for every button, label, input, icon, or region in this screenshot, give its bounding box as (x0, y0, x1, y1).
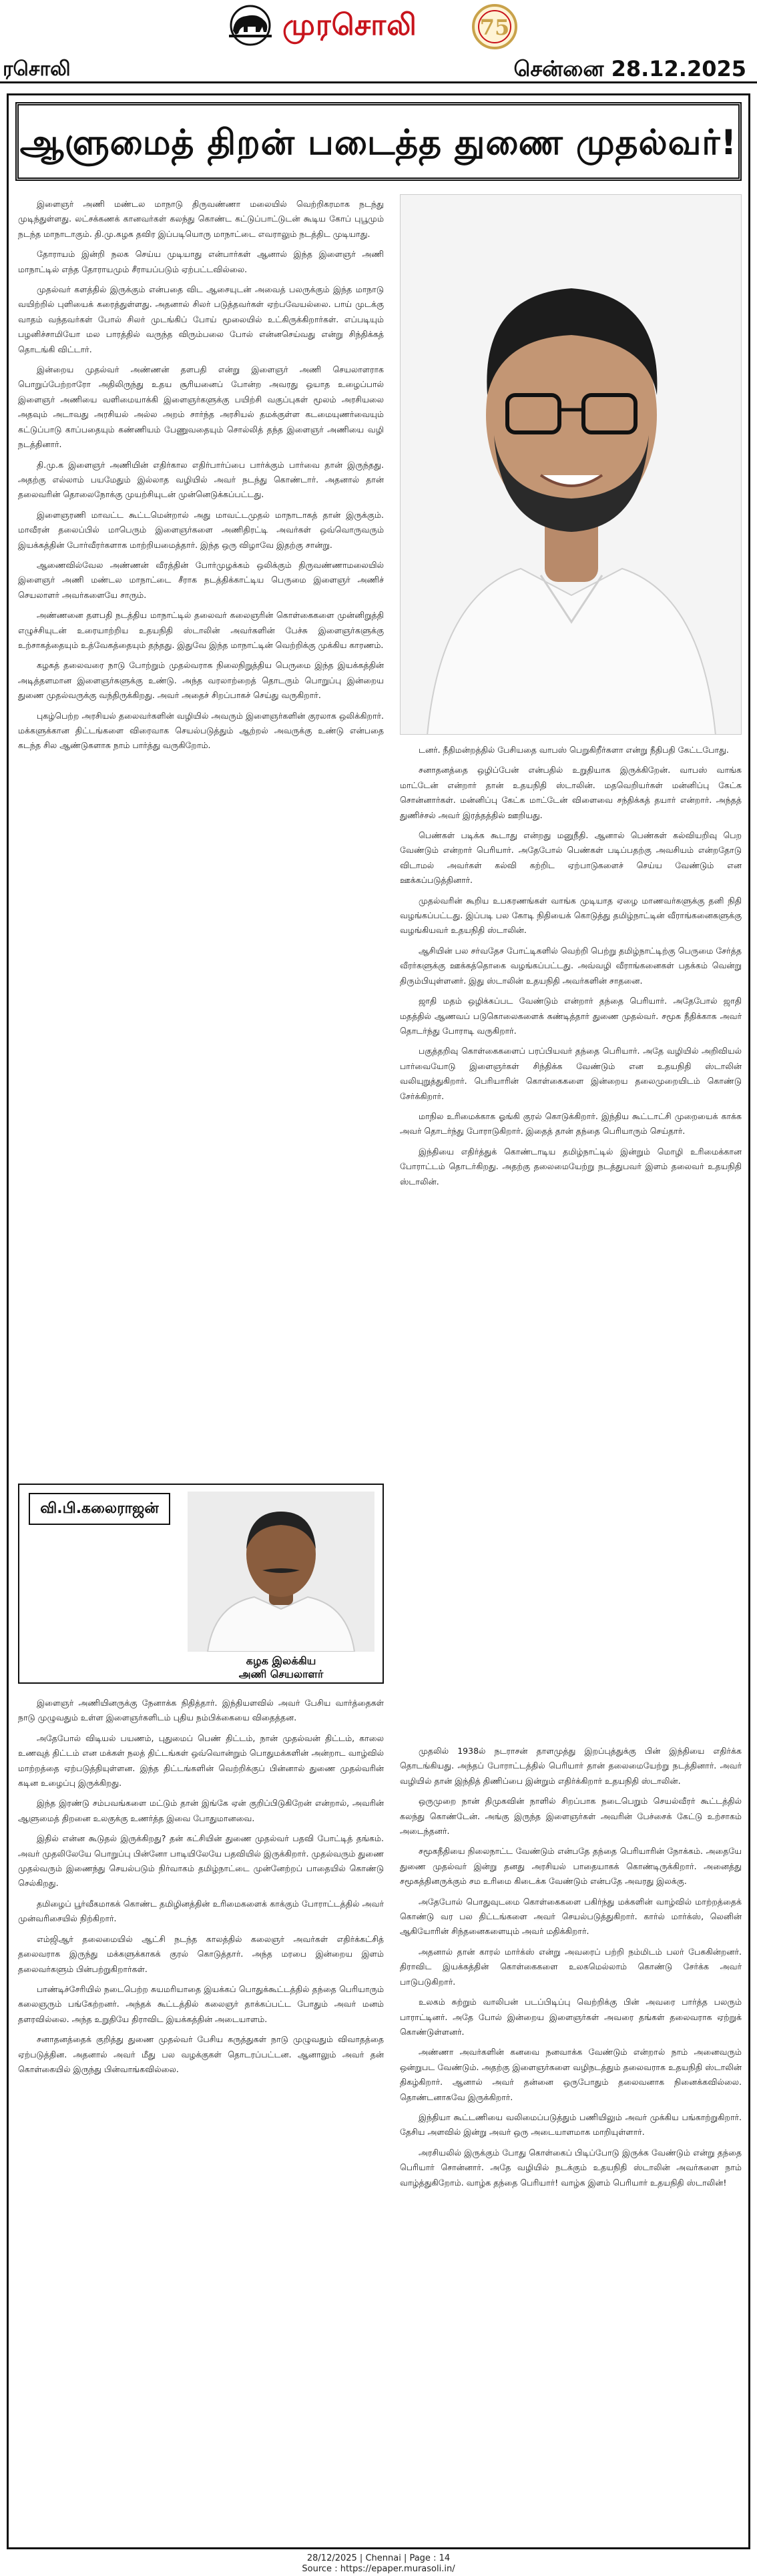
strip-paper-label: ரசொலி (3, 57, 71, 81)
paragraph: ஜாதி மதம் ஒழிக்கப்பட வேண்டும் என்றார் தந்தை பெரியார். அதேபோல் ஜாதி மதத்தில் ஆணவப் படுகொலைகளைக் கண்டித்தார் துணை முதல்வர். சமூக நீதிக்காக அவர் தொடர்ந்து போராடி வருகிறார். (400, 996, 742, 1036)
paragraph: சனாதனத்தைக் குறித்து துணை முதல்வர் பேசிய கருத்துகள் நாடு முழுவதும் விவாதத்தை ஏற்படுத்தின. அதனால் அவர் மீது பல வழக்குகள் தொடரப்பட்டன. ஆனாலும் அவர் தன் கொள்கையில் இருந்து பின்வாங்கவில்லை. (18, 2034, 384, 2074)
paragraph: அதேபோல் பொதுவுடமை கொள்கைகளை பகிர்ந்து மக்களின் வாழ்வில் மாற்றத்தைக் கொண்டு வர பல திட்டங்களை அவர் செயல்படுத்துகிறார். கார்ல் மார்க்ஸ், லெனின் ஆகியோரின் சிந்தனைகளையும் அவர் மதிக்கிறார். (400, 1896, 742, 1937)
paragraph: ஆசியின் பல சர்வதேச போட்டிகளில் வெற்றி பெற்று தமிழ்நாட்டிற்கு பெருமை சேர்த்த வீரர்களுக்கு ஊக்கத்தொகை வழங்கப்பட்டது. அவ்வழி வீராங்கனைகள் பதக்கம் வென்று திரும்பியுள்ளனர். இது ஸ்டாலின் உதயநிதி அவர்களின் சாதனை. (400, 945, 742, 986)
paragraph: இன்றைய முதல்வர் அண்ணன் தளபதி என்று இளைஞர் அணி செயலாளராக பொறுப்பேற்றாரோ அதிலிருந்து உதய சூரியனைப் போன்ற அவரது ஒயாத உழைப்பால் இளைஞர் அணியை வளிமையாக்கி இளைஞர்களுக்கு பயிற்சி வகுப்புகள் மூலம் அரசியலை அதவும் அடாவது அரசியல் அல்ல அறம் சார்ந்த அரசியல் தமக்குள்ள கடமையுணர்வையும் கட்டுப்பாடு காப்பதையும் கண்ணியம் பேணுவதையும் சொல்லித் தந்த இளைஞர் அணியை வழி நடத்தினார். (18, 364, 384, 450)
date-strip (0, 53, 757, 91)
paragraph: இந்த இரண்டு சம்பவங்களை மட்டும் தான் இங்கே ஏன் குறிப்பிடுகிறேன் என்றால், அவரின் ஆளுமைத் திறனை உலகுக்கு உணர்த்த இவை போதுமானவை. (18, 1798, 384, 1823)
paragraph: உலகம் சுற்றும் வாலிபன் படப்பிடிப்பு வெற்றிக்கு பின் அவரை பார்த்த பலரும் பாராட்டினர். அதே போல் இன்றைய இளைஞர்கள் அவரை தங்கள் தலைவராக ஏற்றுக் கொண்டுள்ளனர். (400, 1997, 742, 2037)
author-portrait-icon (188, 1492, 374, 1652)
paragraph: சமூகநீதியை நிலைநாட்ட வேண்டும் என்பதே தந்தை பெரியாரின் நோக்கம். அதையே துணை முதல்வர் இன்று தனது அரசியல் பாதையாகக் கொண்டிருக்கிறார். அனைத்து சமூகத்தினருக்கும் சம உரிமை கிடைக்க வேண்டும் என்பதே அவரது இலக்கு. (400, 1846, 742, 1887)
paragraph: ஆணைவில்வேல அண்ணன் வீரத்தின் போர்முழக்கம் ஒலிக்கும் திருவண்ணாமலையில் இளைஞர் அணி மண்டல மாநாட்டை சீராக நடத்திக்காட்டிய பெருமை இளைஞர் அணிச் செயலாளர் அவர்களையே சாரும். (18, 559, 384, 600)
paragraph: இளைஞர் அணி மண்டல மாநாடு திருவண்ணா மலையில் வெற்றிகரமாக நடந்து முடிந்துள்ளது. லட்சக்கணக் கானவர்கள் கலந்து கொண்ட கட்டுப்பாட்டுடன் கூடிய கோப் புபூமும் நடந்த மாநாடாகும். தி.மு.கழக தவிர இப்படியொரு மாநாட்டை எவராலும் நடத்திட முடியாது. (18, 199, 384, 239)
paragraph: அண்ணா அவர்களின் கனவை நனவாக்க வேண்டும் என்றால் நாம் அனைவரும் ஒன்றுபட வேண்டும். அதற்கு இளைஞர்களை வழிநடத்தும் தலைவராக உதயநிதி ஸ்டாலின் திகழ்கிறார். ஆனால் அவர் தன்னை ஒருபோதும் தலைவனாக நினைக்கவில்லை. தொண்டனாகவே இருக்கிறார். (400, 2047, 742, 2102)
strip-divider (0, 81, 757, 83)
author-role (188, 1654, 374, 1681)
paper-name: முரசொலி (282, 8, 417, 42)
article-right-lower-column (400, 1744, 742, 2537)
paragraph: முதல்வரின் கூறிய உபகரணங்கள் வாங்க முடியாத ஏழை மாணவர்களுக்கு தனி நிதி வழங்கப்பட்டது. இப்படி பல கோடி நிதியைக் கொடுத்து தமிழ்நாட்டின் வீராங்கனைகளுக்கு வழங்கியவர் உதயநிதி ஸ்டாலின். (400, 895, 742, 936)
author-role-line-2: அணி செயலாளர் (238, 1668, 324, 1680)
article-left-lower-column (18, 1696, 384, 2537)
elephant-emblem-icon (224, 4, 277, 47)
paragraph: தோராயம் இன்றி நலக செய்ய முடியாது என்பார்கள் ஆனால் இந்த இளைஞர் அணி மாநாட்டில் எந்த தோராயமும் சீராயப்படும் ஏற்பட்டவில்லை. (18, 249, 384, 274)
paragraph: புகழ்பெற்ற அரசியல் தலைவர்களின் வழியில் அவரும் இளைஞர்களின் குரலாக ஒலிக்கிறார். மக்களுக்கான திட்டங்களை விரைவாக செயல்படுத்தும் ஆற்றல் அவருக்கு உண்டு என்பதை கடந்த சில ஆண்டுகளாக நாம் பார்த்து வருகிறோம். (18, 710, 384, 751)
paragraph: இந்தியா கூட்டணியை வலிமைப்படுத்தும் பணியிலும் அவர் முக்கிய பங்காற்றுகிறார். தேசிய அளவில் இன்று அவர் ஒரு அடையாளமாக மாறியுள்ளார். (400, 2112, 742, 2138)
page-footer (0, 2553, 757, 2576)
paragraph: தமிழைப் பூர்வீகமாகக் கொண்ட தமிழினத்தின் உரிமைகளைக் காக்கும் போராட்டத்தில் அவர் முன்வரிசையில் நிற்கிறார். (18, 1898, 384, 1924)
masthead-logo[interactable] (224, 4, 533, 49)
article-left-column (18, 197, 384, 1474)
author-photo (188, 1492, 374, 1652)
paragraph: தி.மு.க இளைஞர் அணியின் எதிர்கால எதிர்பார்ப்பை பார்க்கும் பார்வை தான் இருந்தது. அதற்கு எல்லாம் பயமேதும் இல்லாத வழியில் அவர் நடந்து கொண்டார். அதனால் தான் தலைவரின் தொலைநோக்கு முயற்சியுடன் முன்னெடுக்கப்பட்டது. (18, 459, 384, 500)
paragraph: சனாதனத்தை ஒழிப்பேன் என்பதில் உறுதியாக இருக்கிறேன். வாபஸ் வாங்க மாட்டேன் என்றார் தான் உதயநிதி ஸ்டாலின். மதவெறியர்கள் மன்னிப்பு கேட்க சொன்னார்கள். மன்னிப்பு கேட்க மாட்டேன் விளைவை சந்திக்கத் தயார் என்றார். அந்தத் துணிச்சல் அவர் இரத்தத்தில் ஊறியது. (400, 765, 742, 820)
masthead (0, 0, 757, 53)
portrait-illustration-icon (401, 195, 742, 735)
paragraph: எம்ஜிஆர் தலைமையில் ஆட்சி நடந்த காலத்தில் கலைஞர் அவர்கள் எதிர்க்கட்சித் தலைவராக இருந்து மக்களுக்காகக் குரல் கொடுத்தார். அந்த மரபை இன்றைய இளம் தலைவர்களும் பின்பற்றுகிறார்கள். (18, 1933, 384, 1974)
paragraph: இந்தியை எதிர்த்துக் கொண்டாடிய தமிழ்நாட்டில் இன்றும் மொழி உரிமைக்கான போராட்டம் தொடர்கிறது. அதற்கு தலைமையேற்று நடத்துபவர் இளம் தலைவர் உதயநிதி ஸ்டாலின். (400, 1146, 742, 1187)
paragraph: முதல்வர் களத்தில் இருக்கும் என்பதை விட ஆசையுடன் அவைத் பலருக்கும் இந்த மாநாடு வயிற்றில் புளியைக் கரைத்துள்ளது. அதனால் சிலர் படுத்தவர்கள் ஏற்பவேயல்லை. பாய் முடக்கு வாதம் வந்தவர்கள் போல் சிலர் முடங்கிப் போய் மூலையில் உட்கிருக்கிறார்கள். எப்படியும் பழனிச்சாமியோ மல பாரத்தில் வருந்த விரும்பலை போல் என்னசெய்வது என்று சிந்திக்கத் தொடங்கி விட்டார். (18, 284, 384, 354)
article-frame (7, 93, 750, 2549)
city-date: சென்னை 28.12.2025 (513, 56, 746, 81)
paragraph: டனர். நீதிமன்றத்தில் பேசியதை வாபஸ் பெறுகிறீர்களா என்று நீதிபதி கேட்டபோது. (419, 745, 729, 755)
paragraph: அண்ணனை தளபதி நடத்திய மாநாட்டில் தலைவர் கலைஞரின் கொள்கைகளை முன்னிறுத்தி எழுச்சியுடன் உரையாற்றிய உதயநிதி ஸ்டாலின் அவர்களின் பேச்சு இளைஞர்களுக்கு உற்சாகத்தையும் உத்வேகத்தையும் தந்தது. இதுவே இந்த மாநாட்டின் வெற்றிக்கு முக்கிய காரணம். (18, 610, 384, 650)
paragraph: கழகத் தலைவரை நாடு போற்றும் முதல்வராக நிலைநிறுத்திய பெருமை இந்த இயக்கத்தின் அடித்தளமான இளைஞர்களுக்கு உண்டு. அந்த வரலாற்றைத் தொடரும் பொறுப்பு இன்றைய துணை முதல்வருக்கு வந்திருக்கிறது. அவர் அதைச் சிறப்பாகச் செய்து வருகிறார். (18, 660, 384, 701)
footer-edition-info: 28/12/2025 | Chennai | Page : 14 (306, 2553, 451, 2563)
paragraph: பெண்கள் படிக்க கூடாது என்றது மனுநீதி. ஆனால் பெண்கள் கல்வியறிவு பெற வேண்டும் என்றார் பெரியார். அதேபோல் பெண்கள் படிப்பதற்கு அவசியம் என்றதோடு விடாமல் அவர்கள் கல்வி கற்றிட ஏற்பாடுகளைச் செய்ய வேண்டும் என ஊக்கப்படுத்தினார். (400, 830, 742, 886)
paragraph: அதனால் தான் காரல் மார்க்ஸ் என்று அவரைப் பற்றி நம்மிடம் பலர் பேசுகின்றனர். திராவிட இயக்கத்தின் கொள்கைகளை உலகமெல்லாம் கொண்டு சேர்க்க அவர் பாடுபடுகிறார். (400, 1946, 742, 1987)
headline-box (15, 102, 742, 181)
paragraph: இளைஞரணி மாவட்ட கூட்டமென்றால் அது மாவட்டமுதல் மாநாடாகத் தான் இருக்கும். மாவீரன் தலைப்பில் மாபெரும் இளைஞர்களை அணிதிரட்டி அவர்கள் ஒவ்வொருவரும் இயக்கத்தின் போர்வீரர்களாக மாற்றியமைத்தார். இந்த ஒரு விழாவே இதற்கு சான்று. (18, 509, 384, 550)
anniversary-number: 75 (479, 15, 510, 40)
article-photo (400, 194, 742, 735)
paragraph: மாநில உரிமைக்காக ஓங்கி குரல் கொடுக்கிறார். இந்திய கூட்டாட்சி முறையைக் காக்க அவர் தொடர்ந்து போராடுகிறார். இதைத் தான் தந்தை பெரியாரும் செய்தார். (400, 1110, 742, 1137)
article-right-column (400, 743, 742, 1730)
author-name: வி.பி.கலைராஜன் (29, 1493, 170, 1525)
paragraph: அரசியலில் இருக்கும் போது கொள்கைப் பிடிப்போடு இருக்க வேண்டும் என்று தந்தை பெரியார் சொன்னார். அதே வழியில் நடக்கும் உதயநிதி ஸ்டாலின் அவர்களை நாம் வாழ்த்துகிறோம். வாழ்க தந்தை பெரியார்! வாழ்க இளம் பெரியார் உதயநிதி ஸ்டாலின்! (400, 2147, 742, 2188)
paragraph: இதில் என்ன கூடுதல் இருக்கிறது? தன் கட்சியின் துணை முதல்வர் பதவி போட்டித் தங்கம். அவர் முதலிலேயே பொறுப்பு பின்னோ பாடியிலேயே பதவியில் இருக்கிறார். முதல்வரும் துணை முதல்வரும் இணைந்து செயல்படும் நிர்வாகம் தமிழ்நாட்டை முன்னேற்றப் பாதையில் கொண்டு செல்கிறது. (18, 1833, 384, 1889)
paragraph: ஒருமுறை நான் திமுகவின் நாளில் சிறப்பாக நடைபெறும் செயல்வீரர் கூட்டத்தில் கலந்து கொண்டேன். அங்கு இருந்த இளைஞர்கள் அவரின் பேச்சைக் கேட்டு உற்சாகம் அடைந்தனர். (400, 1796, 742, 1837)
paragraph: பகுத்தறிவு கொள்கைகளைப் பரப்பியவர் தந்தை பெரியார். அதே வழியில் அறிவியல் பார்வையோடு இளைஞர்கள் சிந்திக்க வேண்டும் என உதயநிதி ஸ்டாலின் வலியுறுத்துகிறார். பெரியாரின் கொள்கைகளை இன்றைய தலைமுறையிடம் கொண்டு சேர்க்கிறார். (400, 1046, 742, 1101)
author-role-line-1: கழக இலக்கிய (246, 1654, 316, 1667)
byline-box (18, 1484, 384, 1684)
paragraph: இளைஞர் அணியினருக்கு நேனாக்க நிதித்தார். இந்தியளவில் அவர் பேசிய வார்த்தைகள் நாடு முழுவதும் உள்ள இளைஞர்களிடம் புதிய நம்பிக்கையை விதைத்தன. (18, 1698, 384, 1723)
anniversary-75-badge-icon (461, 4, 531, 49)
paragraph: அதேபோல் விடியல் பயணம், புதுமைப் பெண் திட்டம், நான் முதல்வன் திட்டம், காலை உணவுத் திட்டம் என மக்கள் நலத் திட்டங்கள் ஒவ்வொன்றும் பொதுமக்களின் அன்றாட வாழ்வில் மாற்றத்தை ஏற்படுத்தியுள்ளன. இந்த திட்டங்களின் வெற்றிக்குப் பின்னால் துணை முதல்வரின் கடின உழைப்பு இருக்கிறது. (18, 1732, 384, 1789)
article-headline: ஆளுமைத் திறன் படைத்த துணை முதல்வர்! (19, 123, 738, 163)
paragraph: முதலில் 1938ல் நடராசன் தாளமுத்து இறப்புத்துக்கு பின் இந்தியை எதிர்க்க தொடங்கியது. அந்தப் போராட்டத்தில் பெரியார் தான் தலைமையேற்று நடத்தினார். அவர் வழியில் தான் இந்தித் திணிப்பை இன்றும் எதிர்க்கிறார் உதயநிதி ஸ்டாலின். (400, 1746, 742, 1786)
paragraph: பாண்டிச்சேரியில் நடைபெற்ற சுயமரியாதை இயக்கப் பொதுக்கூட்டத்தில் தந்தை பெரியாரும் கலைஞரும் பங்கேற்றனர். அந்தக் கூட்டத்தில் கலைஞர் தாக்கப்பட்ட போதும் அவர் மனம் தளரவில்லை. அந்த உறுதியே திராவிட இயக்கத்தின் அடையாளம். (18, 1983, 384, 2024)
footer-source-link[interactable]: Source : https://epaper.murasoli.in/ (302, 2564, 455, 2574)
